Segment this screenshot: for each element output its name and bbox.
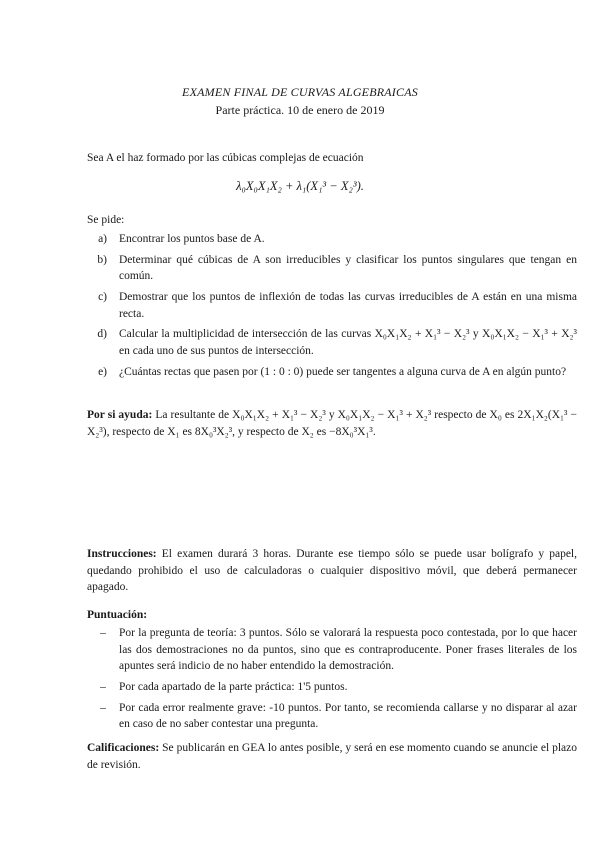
question-item-text: ¿Cuántas rectas que pasen por (1 : 0 : 0) puede ser tangentes a alguna curva de A en algún punto? [119,365,567,378]
scoring-item [87,625,577,675]
scoring-item-text: Por cada error realmente grave: -10 puntos. Por tanto, se recomienda callarse y no disparar al azar en caso de no saber contestar una pregunta. [119,701,577,731]
question-lead: Se pide: [87,214,125,226]
question-list [87,231,577,384]
question-item-text: Demostrar que los puntos de inflexión de todas las curvas irreducibles de A están en una misma recta. [119,291,577,320]
question-item [87,326,577,359]
grades-paragraph [87,740,577,773]
grades-heading: Calificaciones: [87,742,160,754]
scoring-item [87,679,577,696]
scoring-item-text: Por la pregunta de teoría: 3 puntos. Sólo se valorará la respuesta poco contestada, por lo que hacer las dos demostraciones no da puntos, sino que es contraproducente. Poner frases literales de los apuntes será indicio de no haber entendido la demostración. [119,627,577,673]
question-item [87,231,577,248]
question-item [87,364,577,381]
question-item-label: d) [97,328,107,341]
question-item [87,252,577,285]
question-item-label: b) [97,253,107,266]
question-item-text: Encontrar los puntos base de A. [119,233,265,245]
question-item-text: Calcular la multiplicidad de intersección de las curvas X₀X₁X₂ + X₁³ − X₂³ y X₀X₁X₂ − X₁³ + X₂³ en cada uno de sus puntos de intersección. [119,328,577,358]
instructions-text: El examen durará 3 horas. Durante ese tiempo sólo se puede usar bolígrafo y papel, quedando prohibido el uso de calculadoras o cualquier dispositivo móvil, que deberá permanecer apagado. [87,548,578,594]
help-heading: Por si ayuda: [87,409,153,421]
scoring-item-text: Por cada apartado de la parte práctica: 1'5 puntos. [119,681,348,694]
scoring-list [87,625,577,737]
instructions-paragraph [87,546,577,596]
scoring-heading: Puntuación: [87,609,148,621]
help-paragraph [87,407,577,440]
pencil-equation: λ₀X₀X₁X₂ + λ₁(X₁³ − X₂³). [236,179,364,193]
question-item [87,289,577,322]
scoring-item [87,700,577,733]
question-item-text: Determinar qué cúbicas de A son irreducibles y clasificar los puntos singulares que tengan en común. [119,253,577,283]
dash-icon: – [100,701,106,714]
dash-icon: – [100,627,106,639]
dash-icon: – [100,681,106,694]
help-text: La resultante de X₀X₁X₂ + X₁³ − X₂³ y X₀X₁X₂ − X₁³ + X₂³ respecto de X₀ es 2X₁X₂(X₁³ − X₂³), respecto de X₁ es 8X₀³X₂³, y respecto de X₂ es −8X₀³X₁³. [87,409,578,438]
question-item-label: e) [98,365,107,378]
instructions-heading: Instrucciones: [87,548,157,560]
exam-subtitle: Parte práctica. 10 de enero de 2019 [215,103,385,117]
exam-title: EXAMEN FINAL DE CURVAS ALGEBRAICAS [182,85,418,99]
intro-text: Sea A el haz formado por las cúbicas complejas de ecuación [87,152,364,164]
grades-text: Se publicarán en GEA lo antes posible, y será en ese momento cuando se anuncie el plazo de revisión. [87,742,578,771]
question-item-label: a) [98,233,107,245]
question-item-label: c) [98,291,107,304]
